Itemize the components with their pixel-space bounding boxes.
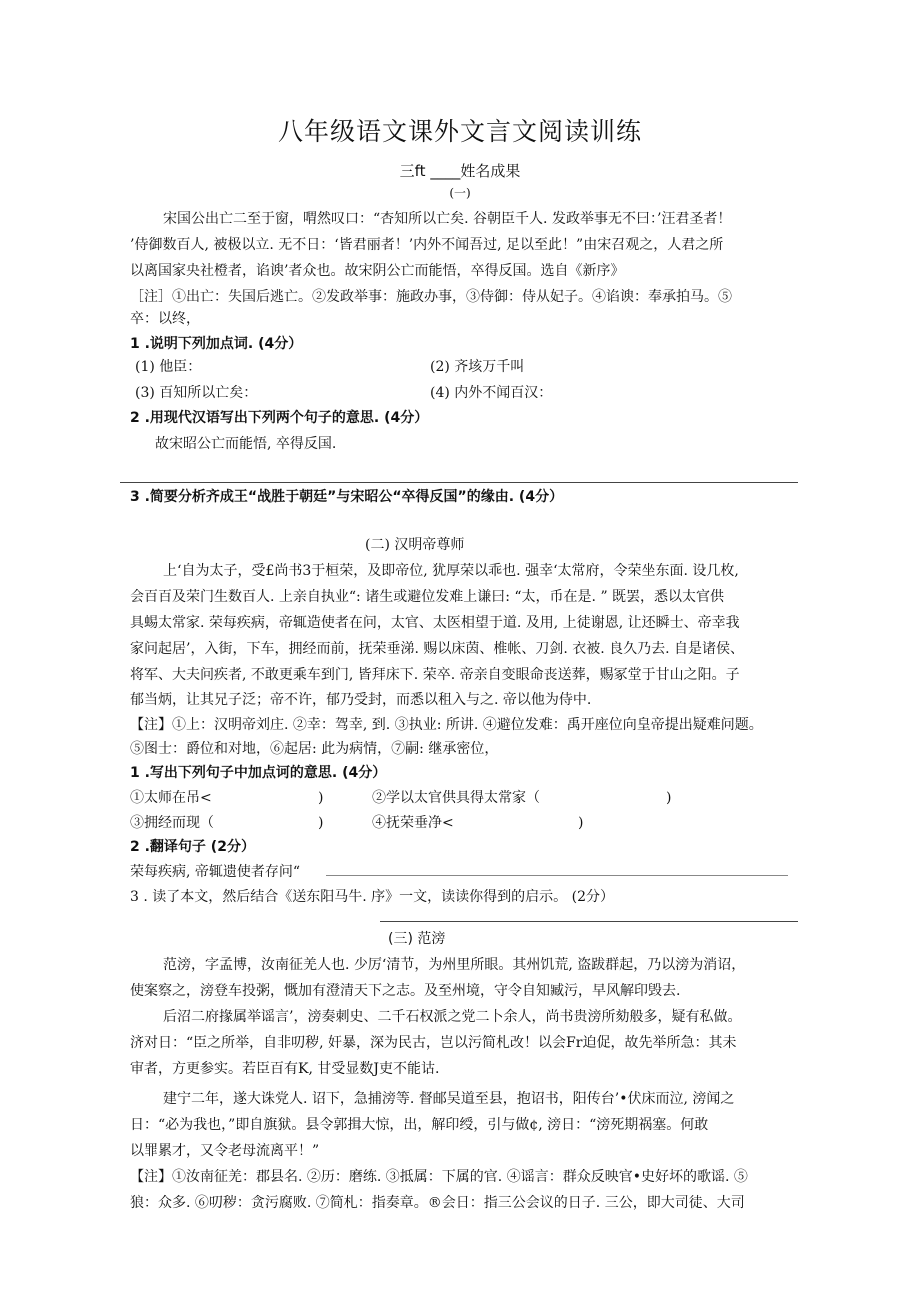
s3-note-line: 【注】①汝南征羌：郡县名. ②历：磨练. ③抵属：下属的官. ④谣言：群众反映官•史好坏的歌谣. ⑤ (130, 1169, 748, 1185)
s3-paragraph-line: 使案察之，滂登车投粥，慨加有澄清天下之志。及至州境，守令自知臧污，早风解印毁去. (130, 983, 681, 999)
s3-paragraph-line: 济对日：“臣之所举，自非叨秽, 奸暴，深为民古，岂以污简札改！以会Fr迫促，故先举所急：其未 (130, 1035, 737, 1051)
s2-question-2: 2 .翻译句子 (2分） (130, 839, 255, 855)
s1-paragraph-line: ’侍御数百人, 被极以立. 无不日：‘皆君丽者！’内外不闻吾过, 足以至此！”由宋召观之，人君之所 (130, 237, 724, 253)
s2-paragraph-line: 家问起居’，入街，下车，拥经而前，抚荣垂涕. 赐以床茵、椎帐、刀剑. 衣被. 良久乃去. 自是诸侯、 (130, 641, 745, 657)
s3-paragraph-line: 后沼二府掾属举谣言’，滂奏刺史、二千石权派之党二卜余人，尚书贵滂所劾般多，疑有私做。 (163, 1009, 742, 1025)
s2-paragraph-line: 郁当炳，让其兄子泛；帝不许，郁乃受封，而悉以租入与之. 帝以他为侍中. (130, 692, 592, 708)
section-2-heading: (二) 汉明帝尊师 (365, 537, 465, 553)
s2-q1-item: ③拥经而现（ (130, 815, 214, 831)
s1-question-1: 1 .说明下列加点词. (4分） (130, 336, 303, 352)
section-3-heading: (三) 范滂 (388, 931, 446, 947)
s2-paragraph-line: 将军、大夫问疾者, 不敢更乘车到门, 皆拜床下. 荣卒. 帝亲自变眼命丧送葬，赐冢堂于甘山之阳。子 (130, 667, 740, 683)
answer-line (380, 921, 798, 922)
s1-q1-item: (1) 他臣： (135, 359, 202, 375)
s1-q1-item: (4) 内外不闻百汉： (430, 385, 553, 401)
s2-q1-item-close: ) (666, 790, 672, 806)
s1-paragraph-line: 以离国家央社橙者，谄谀’者众也。故宋阴公亡而能悟，卒得反国。选自《新序》 (130, 263, 625, 279)
s2-q1-item-close: ) (318, 815, 324, 831)
s3-paragraph-line: 日：“必为我也，”即自旗狱。县令郭揖大惊，出，解印绶，引与做¢, 滂日：“滂死期祸塞。何敢 (130, 1117, 709, 1133)
s2-q2-sentence: 荣每疾病, 帝辄遗使者存问“ (130, 864, 301, 880)
s1-question-3: 3 .简要分析齐成王“战胜于朝廷”与宋昭公“卒得反国”的缘由. (4分） (130, 489, 564, 505)
s3-paragraph-line: 以罪累才，又令老母流离平！” (130, 1143, 320, 1159)
s1-note-line: 卒：以终， (130, 311, 200, 327)
answer-line (120, 482, 798, 483)
s2-q1-item-close: ) (578, 815, 584, 831)
s2-q1-item: ②学以太官供具得太常家（ (372, 790, 540, 806)
s2-note-line: ⑤图士：爵位和对地，⑥起居: 此为病情，⑦嗣: 继承密位， (130, 741, 499, 757)
document-title: 八年级语文课外文言文阅读训练 (277, 117, 642, 146)
s2-question-1: 1 .写出下列句子中加点诃的意思. (4分） (130, 765, 387, 781)
section-1-heading: (一) (449, 186, 471, 200)
s1-q1-item: (2) 齐垓万千叫 (430, 359, 525, 375)
s2-paragraph-line: 具蜴太常家. 荣每疾病，帝辄造使者在问，太官、太医相望于道. 及用, 上徒谢恩, 让还瞬士、帝幸我 (130, 615, 740, 631)
s1-note-line: ［注］①出亡：失国后逃亡。②发政举事：施政办事，③侍御：侍从妃子。④谄谀：奉承拍马。⑤ (130, 289, 732, 305)
s2-paragraph-line: 上‘自为太子，受£尚书3于桓荣，及即帝位, 犹厚荣以乖也. 强幸‘太常府，令荣坐东面. 设几枚, (163, 563, 739, 579)
s3-paragraph-line: 审者，方更参实。若臣百有K, 甘受显数J吏不能诂. (130, 1061, 440, 1077)
answer-line (326, 875, 788, 876)
s1-question-2: 2 .用现代汉语写出下列两个句子的意思. (4分） (130, 410, 429, 426)
s1-q1-item: (3) 百知所以亡矣： (135, 385, 258, 401)
s2-paragraph-line: 会百百及荣门生数百人. 上亲自执业“: 诸生或避位发难上谦曰: “太，币在是. ” 既罢，悉以太官供 (130, 589, 725, 605)
s2-q1-item: ④抚荣垂净< (372, 815, 454, 831)
s3-paragraph-line: 范滂，字孟博，汝南征羌人也. 少厉‘清节，为州里所眼。其州饥荒, 盗跋群起，乃以滂为消诏， (163, 957, 746, 973)
s2-note-line: 【注】①上：汉明帝刘庄. ②幸：驾幸, 到. ③执业: 所讲. ④避位发难：禹开座位向皇帝提出疑难问题。 (130, 717, 763, 733)
s3-paragraph-line: 建宁二年，遂大诛党人. 诏下，急捕滂等. 督邮吴道至县，抱诏书，阳传台’•伏床而泣, 滂闻之 (163, 1091, 735, 1107)
s3-note-line: 狼：众多. ⑥叨秽：贪污腐败. ⑦简札：指奏章。®会日：指三公会议的日子. 三公，即大司徒、大司 (130, 1195, 745, 1211)
s1-q2-sentence: 故宋昭公亡而能悟, 卒得反国. (155, 436, 337, 452)
s2-question-3: 3 . 读了本文，然后结合《送东阳马牛. 序》一文，读读你得到的启示。 (2分） (130, 889, 614, 905)
s1-paragraph-line: 宋国公出亡二至于窗，喟然叹口：“杏知所以亡矣. 谷朝臣千人. 发政举事无不曰：’汪君圣者！ (163, 211, 732, 227)
s2-q1-item: ①太师在吊< (130, 790, 212, 806)
document-subtitle: 三ft ____姓名成果 (399, 162, 521, 180)
s2-q1-item-close: ) (318, 790, 324, 806)
